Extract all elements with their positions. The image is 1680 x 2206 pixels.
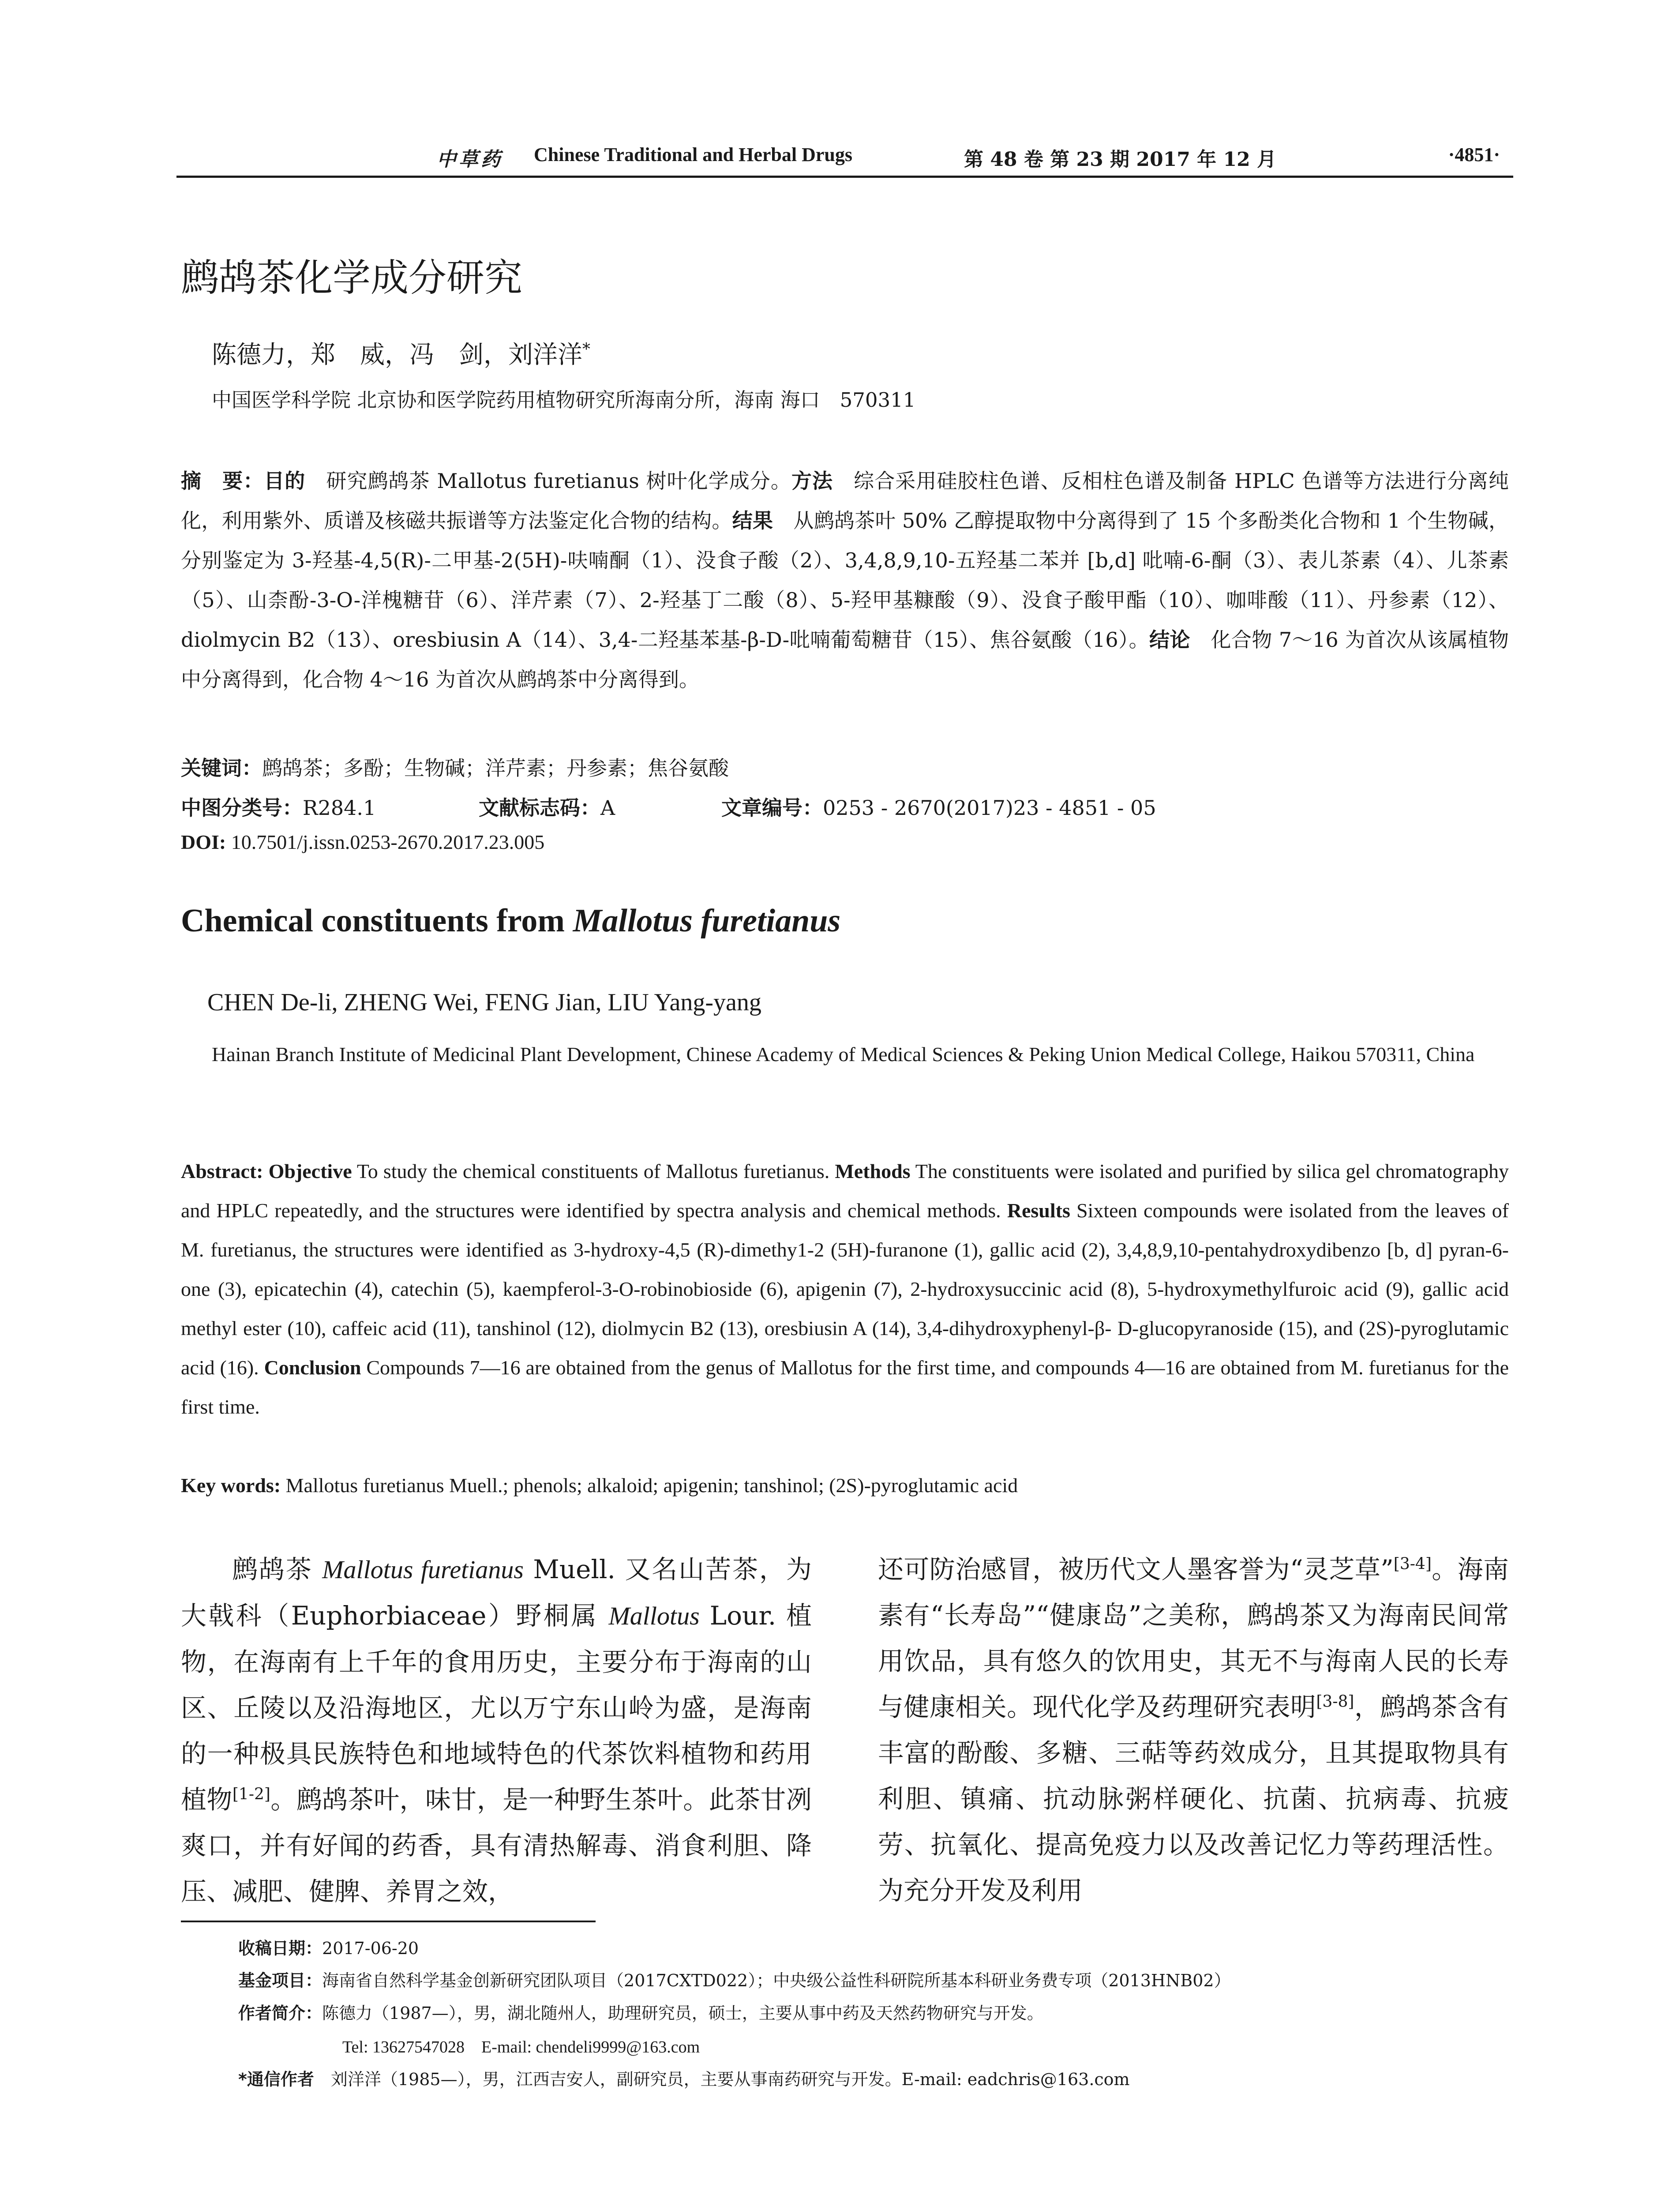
species-name: Mallotus furetianus: [322, 1555, 524, 1584]
results-label-en: Results: [1007, 1199, 1070, 1222]
title-en-species: Mallotus furetianus: [573, 903, 841, 939]
doi-label: DOI:: [181, 831, 226, 853]
fund-label: 基金项目：: [238, 1971, 322, 1990]
header-rule: [176, 176, 1513, 178]
abstract-en: [181, 1152, 1509, 1426]
page-number: ·4851·: [1448, 144, 1500, 165]
journal-name-cn: 中草药: [437, 148, 503, 171]
article-number: [721, 792, 1156, 821]
journal-name-en: Chinese Traditional and Herbal Drugs: [534, 144, 853, 165]
received-label: 收稿日期：: [238, 1939, 322, 1958]
corresponding-label: *通信作者: [238, 2070, 314, 2089]
citation: [3-4]: [1393, 1555, 1432, 1573]
footnote-author-contact: Tel: 13627547028 E-mail: chendeli9999@163.com: [342, 2038, 700, 2056]
footnote-corresponding: [238, 2066, 1130, 2090]
results-cn: 从鹧鸪茶叶 50% 乙醇提取物中分离得到了 15 个多酚类化合物和 1 个生物碱，分别鉴定为 3-羟基-4,5(R)-二甲基-2(5H)-呋喃酮（1）、没食子酸（2）、3,4,8,9,10-五羟基二苯并 [b,d] 吡喃-6-酮（3）、表儿茶素（4）、儿茶素（5）、山柰酚-3-O-洋槐糖苷（6）、洋芹素（7）、2-羟基丁二酸（8）、5-羟甲基糠酸（9）、没食子酸甲酯（10）、咖啡酸（11）、丹参素（12）、diolmycin B2（13）、oresbiusin A（14）、3,4-二羟基苯基-β-D-吡喃葡萄糖苷（15）、焦谷氨酸（16）。: [181, 509, 1509, 652]
doi: [181, 830, 544, 854]
keywords-en: [181, 1474, 1509, 1497]
abstract-cn: [181, 461, 1509, 743]
footnote-received: [238, 1935, 419, 1959]
document-code-label: 文献标志码：: [479, 796, 600, 820]
methods-cn: 综合采用硅胶柱色谱、反相柱色谱及制备 HPLC 色谱等方法进行分离纯化，利用紫外、质谱及核磁共振谱等方法鉴定化合物的结构。: [181, 469, 1509, 533]
footnote-author: [238, 2000, 1044, 2024]
results-en: Sixteen compounds were isolated from the leaves of M. furetianus, the structures were identified as 3-hydroxy-4,5 (R)-dimethy1-2 (5H)-furanone (1), gallic acid (2), 3,4,8,9,10-pentahydroxydibenzo [b, d] pyran-6-one (3), epicatechin (4), catechin (5), kaempferol-3-O-robinobioside (6), apigenin (7), 2-hydroxysuccinic acid (8), 5-hydroxymethylfuroic acid (9), gallic acid methyl ester (10), caffeic acid (11), tanshinol (12), diolmycin B2 (13), oresbiusin A (14), 3,4-dihydroxyphenyl-β- D-glucopyranoside (15), and (2S)-pyroglutamic acid (16).: [181, 1199, 1509, 1379]
article-number-label: 文章编号：: [721, 796, 823, 820]
body-text: ，鹧鸪茶含有丰富的酚酸、多糖、三萜等药效成分，且其提取物具有利胆、镇痛、抗动脉粥样硬化、抗菌、抗病毒、抗疲劳、抗氧化、提高免疫力以及改善记忆力等药理活性。为充分开发及利用: [878, 1692, 1509, 1906]
body-text: 。鹧鸪茶叶，味甘，是一种野生茶叶。此茶甘冽爽口，并有好闻的药香，具有清热解毒、消食利胆、降压、减肥、健脾、养胃之效，: [181, 1785, 812, 1906]
body-text: 还可防治感冒，被历代文人墨客誉为“灵芝草”: [878, 1554, 1394, 1584]
article-number-value: 0253 - 2670(2017)23 - 4851 - 05: [823, 796, 1156, 820]
body-column-right: [878, 1546, 1509, 1913]
methods-en: The constituents were isolated and purified by silica gel chromatography and HPLC repeatedly, and the structures were identified by spectra analysis and chemical methods.: [181, 1160, 1509, 1222]
objective-label-cn: 目的: [264, 469, 306, 493]
running-header: [176, 143, 1513, 174]
footnote-fund: [238, 1967, 1231, 1991]
abstract-en-label: Abstract:: [181, 1160, 269, 1182]
title-en: [181, 902, 840, 940]
authors-en: CHEN De-li, ZHENG Wei, FENG Jian, LIU Yang-yang: [207, 989, 761, 1016]
fund-text: 海南省自然科学基金创新研究团队项目（2017CXTD022）；中央级公益性科研院所基本科研业务费专项（2013HNB02）: [322, 1971, 1231, 1990]
abstract-cn-label: 摘 要：: [181, 469, 264, 493]
methods-label-cn: 方法: [791, 469, 833, 493]
objective-en: To study the chemical constituents of Mallotus furetianus.: [352, 1160, 835, 1182]
doi-value: 10.7501/j.issn.0253-2670.2017.23.005: [226, 831, 545, 853]
clc-value: R284.1: [303, 796, 376, 820]
document-code: [479, 792, 615, 821]
author-label: 作者简介：: [238, 2003, 322, 2023]
conclusion-label-cn: 结论: [1149, 628, 1190, 652]
keywords-cn: [181, 752, 729, 781]
keywords-en-text: Mallotus furetianus Muell.; phenols; alkaloid; apigenin; tanshinol; (2S)-pyroglutamic acid: [285, 1474, 1018, 1497]
genus-name: Mallotus: [608, 1602, 700, 1630]
body-column-left: [181, 1546, 812, 1914]
body-text: 。海南素有“长寿岛”“健康岛”之美称，鹧鸪茶又为海南民间常用饮品，具有悠久的饮用史，其无不与海南人民的长寿与健康相关。现代化学及药理研究表明: [878, 1554, 1509, 1722]
citation: [3-8]: [1316, 1692, 1354, 1711]
volume-issue: 第 48 卷 第 23 期 2017 年 12 月: [964, 148, 1277, 171]
author-bio: 陈德力（1987—），男，湖北随州人，助理研究员，硕士，主要从事中药及天然药物研究与开发。: [322, 2003, 1044, 2023]
affiliation-cn: 中国医学科学院 北京协和医学院药用植物研究所海南分所，海南 海口 570311: [212, 388, 916, 412]
objective-label-en: Objective: [268, 1160, 352, 1182]
conclusion-en: Compounds 7—16 are obtained from the genus of Mallotus for the first time, and compounds 4—16 are obtained from M. furetianus for the first time.: [181, 1356, 1509, 1418]
objective-cn: 研究鹧鸪茶 Mallotus furetianus 树叶化学成分。: [305, 469, 791, 493]
methods-label-en: Methods: [835, 1160, 911, 1182]
results-label-cn: 结果: [732, 509, 773, 533]
body-text: 鹧鸪茶: [232, 1554, 322, 1584]
clc-label: 中图分类号：: [181, 796, 303, 820]
authors-cn-names: 陈德力，郑 威，冯 剑，刘洋洋: [212, 341, 582, 369]
conclusion-cn: 化合物 7～16 为首次从该属植物中分离得到，化合物 4～16 为首次从鹧鸪茶中分离得到。: [181, 628, 1509, 691]
corresponding-mark: *: [582, 340, 590, 359]
received-date: 2017-06-20: [322, 1939, 419, 1958]
title-cn: 鹧鸪茶化学成分研究: [181, 256, 522, 300]
document-code-value: A: [600, 796, 615, 820]
affiliation-en: Hainan Branch Institute of Medicinal Plant Development, Chinese Academy of Medical Sciences & Peking Union Medical College, Haikou 570311, China: [212, 1043, 1475, 1065]
keywords-cn-label: 关键词：: [181, 756, 262, 780]
authors-cn: [212, 335, 590, 371]
body-text: Lour. 植物，在海南有上千年的食用历史，主要分布于海南的山区、丘陵以及沿海地区，尤以万宁东山岭为盛，是海南的一种极具民族特色和地域特色的代茶饮料植物和药用植物: [181, 1601, 812, 1815]
body-text: Muell. 又名山苦茶，为大戟科（Euphorbiaceae）野桐属: [181, 1554, 812, 1631]
keywords-cn-text: 鹧鸪茶；多酚；生物碱；洋芹素；丹参素；焦谷氨酸: [262, 756, 729, 780]
title-en-main: Chemical constituents from: [181, 903, 573, 939]
citation: [1-2]: [232, 1785, 270, 1804]
footnote-rule: [181, 1921, 596, 1922]
conclusion-label-en: Conclusion: [264, 1356, 361, 1379]
clc-number: [181, 792, 376, 821]
corresponding-text: 刘洋洋（1985—），男，江西吉安人，副研究员，主要从事南药研究与开发。E-mail: eadchris@163.com: [314, 2070, 1130, 2089]
keywords-en-label: Key words:: [181, 1474, 286, 1497]
